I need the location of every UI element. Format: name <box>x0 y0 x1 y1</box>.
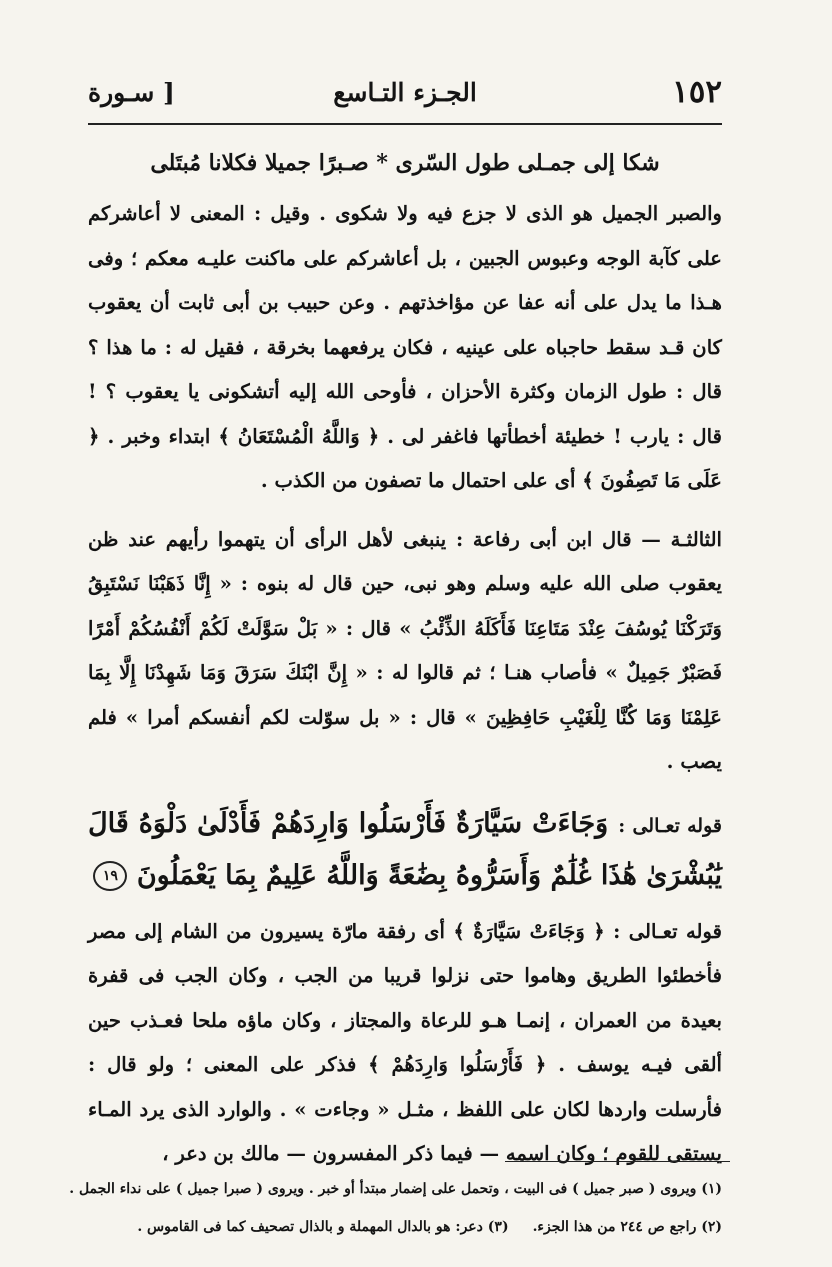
header-rule <box>88 123 722 125</box>
ayah-number-badge: ١٩ <box>93 861 127 891</box>
page-header <box>88 72 722 120</box>
footnote-rule <box>505 1161 730 1162</box>
footnote-2: (٢) راجع ص ٢٤٤ من هذا الجزء. <box>532 1219 722 1235</box>
footnote-row <box>88 1208 722 1246</box>
footnote-1: (١) ويروى ( صبر جميل ) فى البيت ، وتحمل على إضمار مبتدأ أو خبر . ويروى ( صبرا جميل ) على نداء الجمل . <box>69 1181 722 1197</box>
page-body <box>88 134 722 1177</box>
paragraph-commentary: قوله تعـالى : ﴿ وَجَاءَتْ سَيَّارَةٌ ﴾ أى رفقة مارّة يسيرون من الشام إلى مصر فأخطئوا الطريق وهاموا حتى نزلوا قريبا من الجب ، وكان الجب فى قفرة بعيدة من العمران ، إنمـا هـو للرعاة والمجتاز ، وكان ماؤه ملحا فعـذب حين ألقى فيـه يوسف . ﴿ فَأَرْسَلُوا وَارِدَهُمْ ﴾ فذكر على المعنى ؛ ولو قال : فأرسلت واردها لكان على اللفظ ، مثـل « وجاءت » . والوارد الذى يرد المـاء يستقى للقوم ؛ وكان اسمه — فيما ذكر المفسرون — مالك بن دعر ، <box>88 919 722 1165</box>
footnote-3: (٣) دعر: هو بالدال المهملة و بالذال تصحيف كما فى القاموس . <box>137 1219 509 1235</box>
ayah-intro: قوله تعـالى : <box>618 814 722 837</box>
footnotes <box>69 1170 722 1246</box>
surah-label: [ سـورة <box>88 78 175 107</box>
quran-ayah <box>88 799 722 900</box>
running-title: الجـزء التـاسع <box>333 78 477 107</box>
paragraph-third-issue: الثالثـة — قال ابن أبى رفاعة : ينبغى لأهل الرأى أن يتهموا رأيهم عند ظن يعقوب صلى الله عليه وسلم وهو نبى، حين قال له بنوه : « إِنَّا ذَهَبْنَا نَسْتَبِقُ وَتَرَكْنَا يُوسُفَ عِنْدَ مَتَاعِنَا فَأَكَلَهُ الذِّئْبُ » قال : « بَلْ سَوَّلَتْ لَكُمْ أَنْفُسُكُمْ أَمْرًا فَصَبْرٌ جَمِيلٌ » فأصاب هنـا ؛ ثم قالوا له : « إِنَّ ابْنَكَ سَرَقَ وَمَا شَهِدْنَا إِلَّا بِمَا عَلِمْنَا وَمَا كُنَّا لِلْغَيْبِ حَافِظِينَ » قال : « بل سوّلت لكم أنفسكم أمرا » فلم يصب . <box>88 527 722 773</box>
ayah-text: وَجَاءَتْ سَيَّارَةٌ فَأَرْسَلُوا وَارِدَهُمْ فَأَدْلَىٰ دَلْوَهُ قَالَ يَٰبُشْرَىٰ هَٰذَا غُلَٰمٌ وَأَسَرُّوهُ بِضَٰعَةً وَاللَّهُ عَلِيمٌ بِمَا يَعْمَلُونَ <box>88 807 722 891</box>
poetry-verse: شكا إلى جمـلى طول السّرى * صـبرًا جميلا فكلانا مُبتَلى <box>150 150 660 176</box>
paragraph-sabr: والصبر الجميل هو الذى لا جزع فيه ولا شكوى . وقيل : المعنى لا أعاشركم على كآبة الوجه وعبوس الجبين ، بل أعاشركم على ماكنت عليـه معكم ؛ وفى هـذا ما يدل على أنه عفا عن مؤاخذتهم . وعن حبيب بن أبى ثابت أن يعقوب كان قـد سقط حاجباه على عينيه ، فكان يرفعهما بخرقة ، فقيل له : ما هذا ؟ قال : طول الزمان وكثرة الأحزان ، فأوحى الله إليه أتشكونى يا يعقوب ؟ ! قال : يارب ! خطيئة أخطأتها فاغفر لى . ﴿ وَاللَّهُ الْمُسْتَعَانُ ﴾ ابتداء وخبر . ﴿ عَلَى مَا تَصِفُونَ ﴾ أى على احتمال ما تصفون من الكذب . <box>88 202 722 492</box>
page-number: ١٥٢ <box>672 74 722 110</box>
